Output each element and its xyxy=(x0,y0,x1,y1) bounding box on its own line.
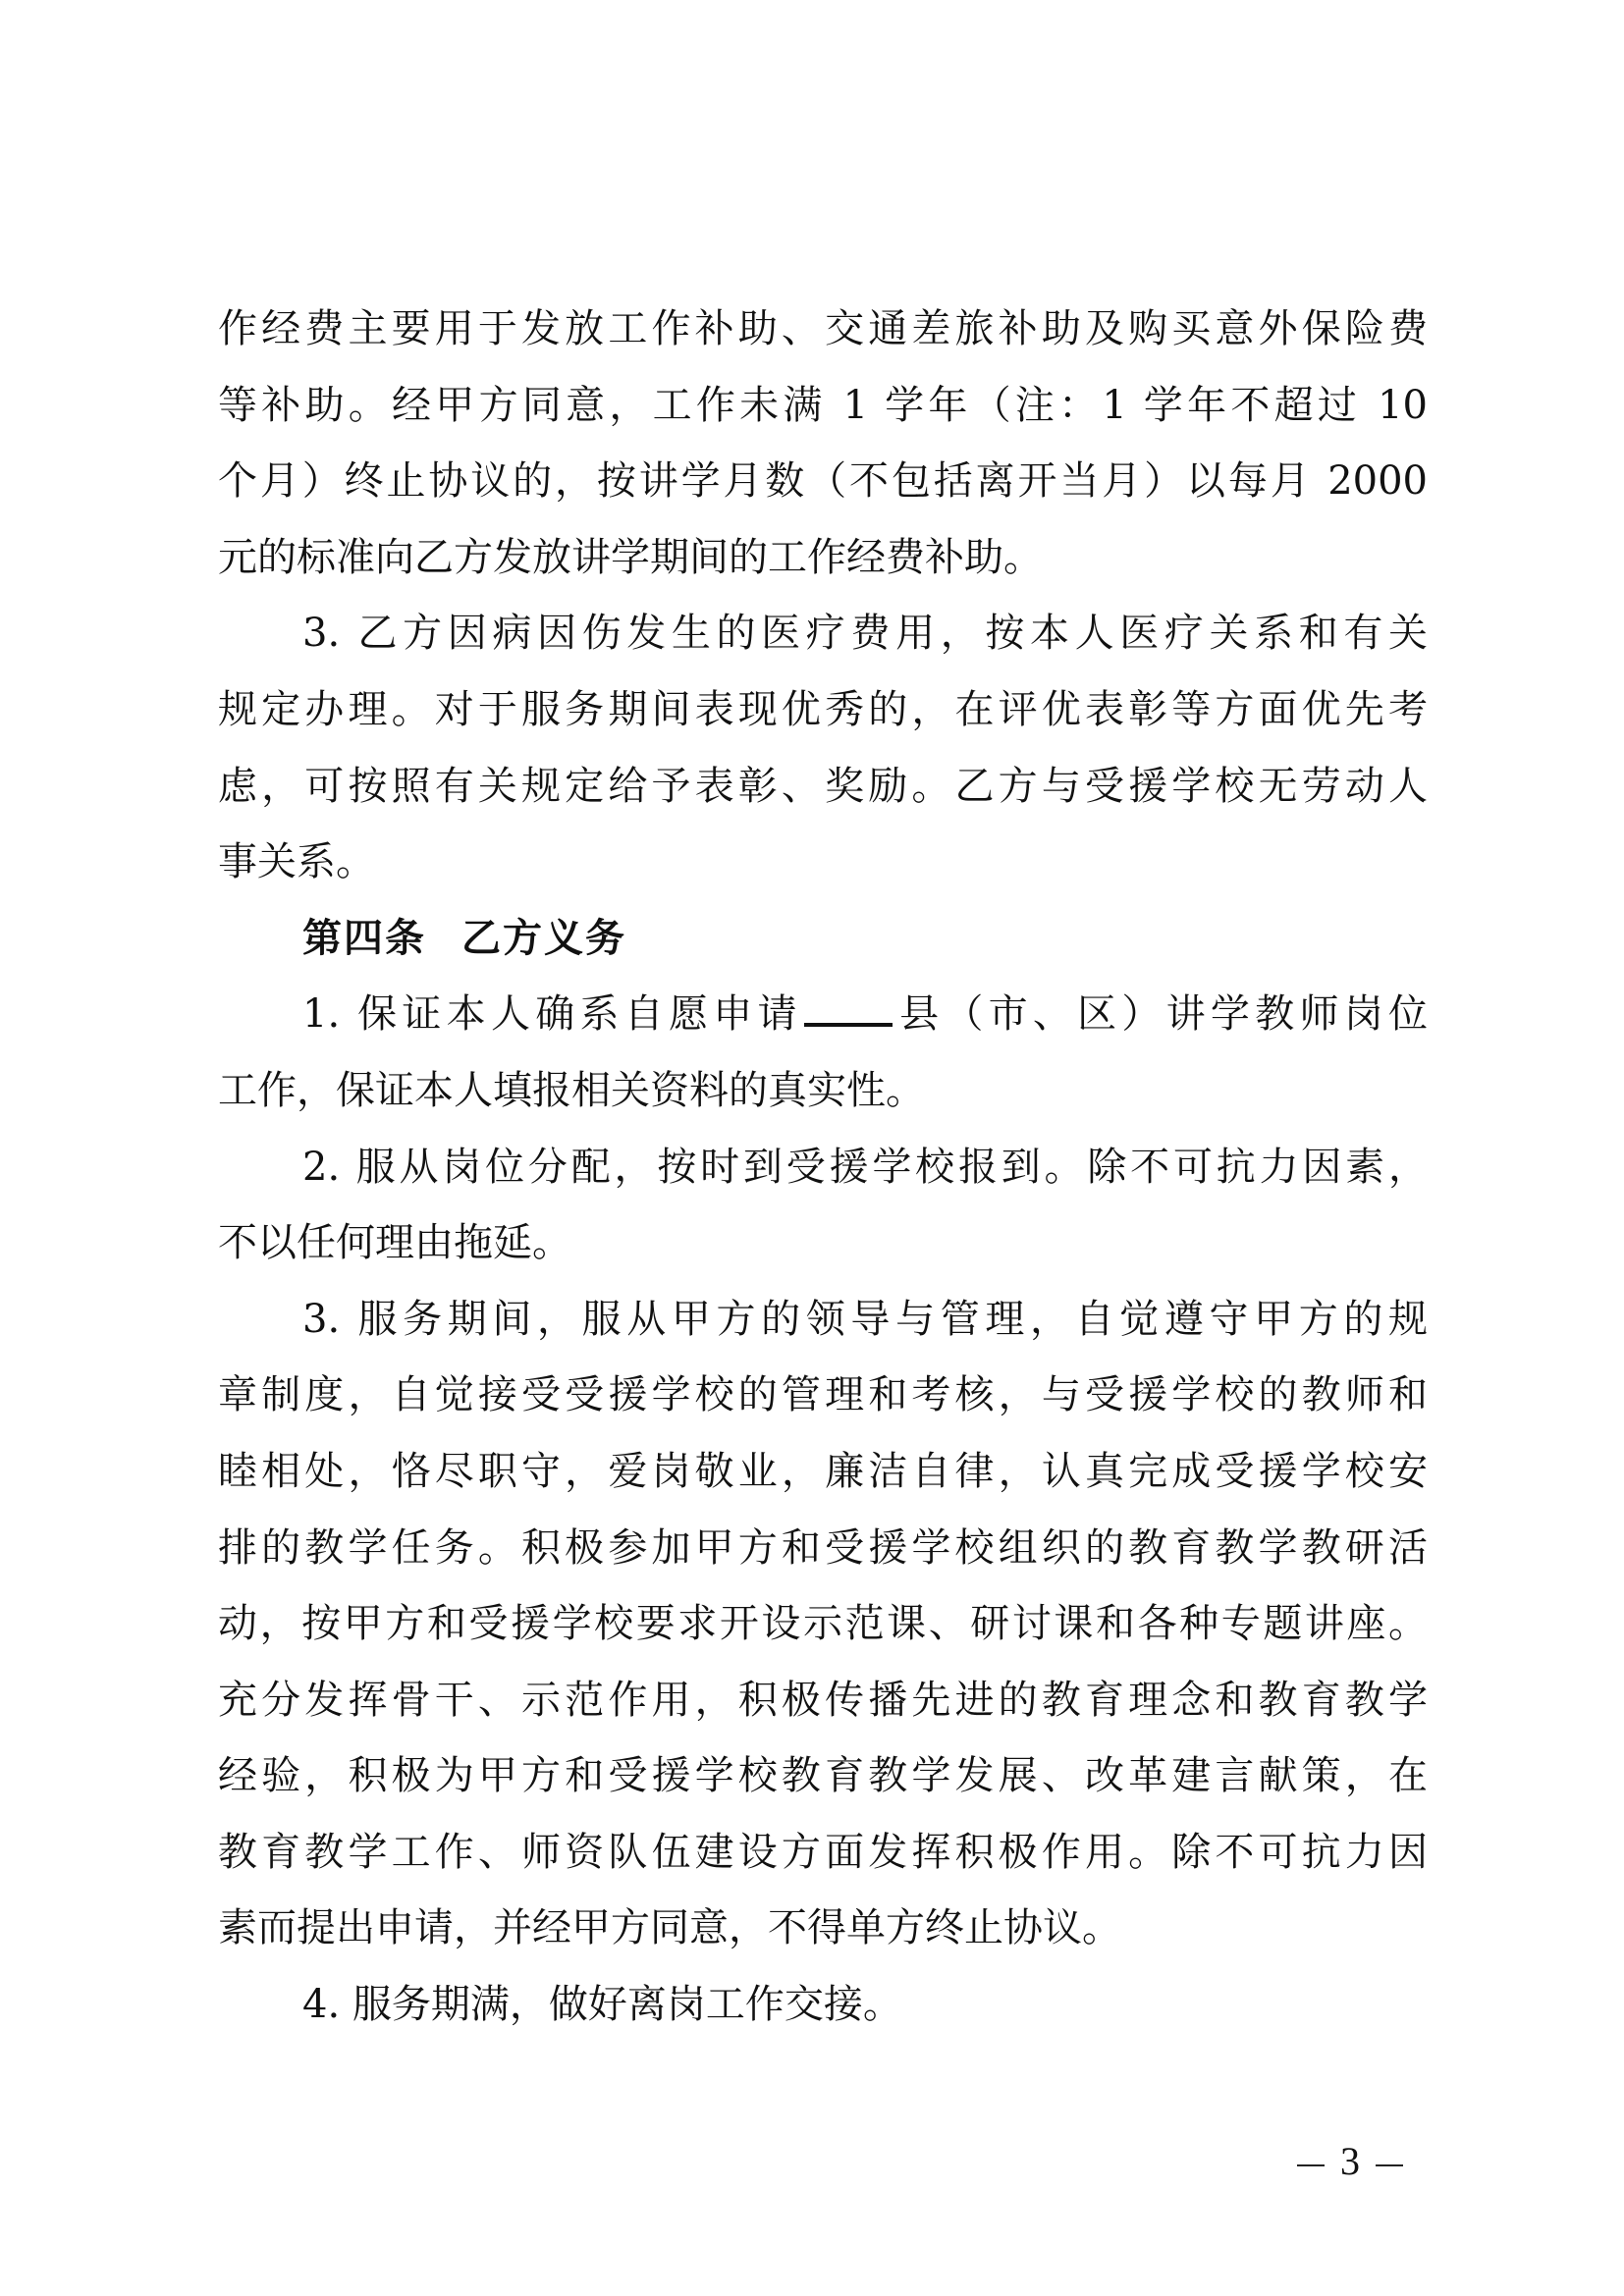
paragraph-line: 工作，保证本人填报相关资料的真实性。 xyxy=(218,1067,925,1113)
fill-in-blank[interactable] xyxy=(804,986,893,1027)
paragraph-line: 2. 服从岗位分配，按时到受援学校报到。除不可抗力因素， xyxy=(302,1144,1428,1190)
paragraph-line: 作经费主要用于发放工作补助、交通差旅补助及购买意外保险费 xyxy=(218,306,1428,351)
dash-left xyxy=(1297,2164,1325,2166)
paragraph-line: 元的标准向乙方发放讲学期间的工作经费补助。 xyxy=(218,534,1043,580)
article-title: 乙方义务 xyxy=(461,915,626,961)
page-number xyxy=(1276,2138,1424,2184)
paragraph-line: 充分发挥骨干、示范作用，积极传播先进的教育理念和教育教学 xyxy=(218,1677,1428,1723)
paragraph-line: 4. 服务期满，做好离岗工作交接。 xyxy=(302,1982,902,2028)
paragraph-line: 动，按甲方和受援学校要求开设示范课、研讨课和各种专题讲座。 xyxy=(218,1601,1428,1647)
paragraph-line: 3. 服务期间，服从甲方的领导与管理，自觉遵守甲方的规 xyxy=(302,1296,1428,1342)
paragraph-line: 章制度，自觉接受受援学校的管理和考核，与受援学校的教师和 xyxy=(218,1372,1428,1418)
dash-right xyxy=(1376,2164,1403,2166)
paragraph-line: 素而提出申请，并经甲方同意，不得单方终止协议。 xyxy=(218,1905,1121,1951)
paragraph-line xyxy=(218,985,1428,1061)
paragraph-line: 经验，积极为甲方和受援学校教育教学发展、改革建言献策，在 xyxy=(218,1753,1428,1799)
article-number: 第四条 xyxy=(302,915,426,961)
paragraph-line: 规定办理。对于服务期间表现优秀的，在评优表彰等方面优先考 xyxy=(218,686,1428,732)
paragraph-line: 教育教学工作、师资队伍建设方面发挥积极作用。除不可抗力因 xyxy=(218,1829,1428,1875)
document-body xyxy=(218,299,1428,2052)
paragraph-line: 睦相处，恪尽职守，爱岗敬业，廉洁自律，认真完成受援学校安 xyxy=(218,1448,1428,1494)
duty-1-text-continued: 县（市、区）讲学教师岗位 xyxy=(893,991,1428,1038)
paragraph-line: 虑，可按照有关规定给予表彰、奖励。乙方与受援学校无劳动人 xyxy=(218,763,1428,809)
page-number-value: 3 xyxy=(1340,2139,1360,2183)
paragraph-line: 等补助。经甲方同意，工作未满 1 学年（注：1 学年不超过 10 xyxy=(218,382,1428,428)
paragraph-line: 个月）终止协议的，按讲学月数（不包括离开当月）以每月 2000 xyxy=(218,458,1428,505)
duty-1-text: 1. 保证本人确系自愿申请 xyxy=(302,991,802,1038)
article-heading xyxy=(218,909,1428,986)
paragraph-line: 不以任何理由拖延。 xyxy=(218,1220,571,1266)
paragraph-line: 排的教学任务。积极参加甲方和受援学校组织的教育教学教研活 xyxy=(218,1524,1428,1571)
paragraph-line: 3. 乙方因病因伤发生的医疗费用，按本人医疗关系和有关 xyxy=(302,611,1428,657)
paragraph-line: 事关系。 xyxy=(218,839,375,885)
